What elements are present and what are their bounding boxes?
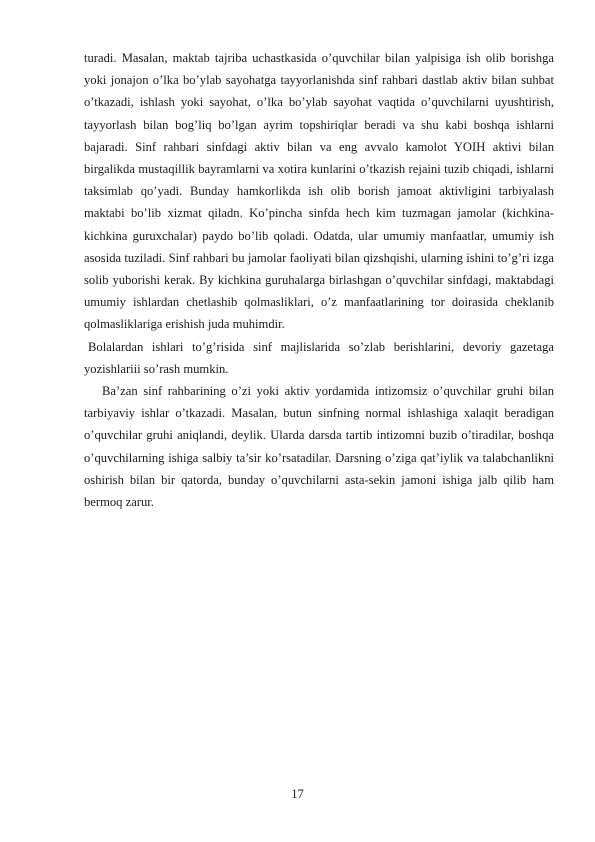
paragraph-3: Ba’zan sinf rahbarining o’zi yoki aktiv yordamida intizomsiz o’quvchilar gruhi bilan tarbiyaviy ishlar o’tkazadi. Masalan, butun sinfning normal ishlashiga xalaqit beradigan o’quvchilar gruhi aniqlandi, deylik. Ularda darsda tartib intizomni buzib o’tiradilar, boshqa o’quvchilarning ishiga salbiy ta’sir ko’rsatadilar. Darsning o’ziga qat’iylik va talabchanlikni oshirish bilan bir qatorda, bunday o’quvchilarni asta-sekin jamoni ishiga jalb qilib ham bermoq zarur. — [84, 384, 554, 510]
page-number: 17 — [291, 787, 304, 801]
body-text — [84, 47, 554, 513]
paragraph-1: turadi. Masalan, maktab tajriba uchastkasida o’quvchilar bilan yalpisiga ish olib borishga yoki jonajon o’lka bo’ylab sayohatga tayyorlanishda sinf rahbari dastlab aktiv bilan suhbat o’tkazadi, ishlash yoki sayohat, o’lka bo’ylab sayohat vaqtida o’quvchilarni uyushtirish, tayyorlash bilan bog’liq bo’lgan ayrim topshiriqlar beradi va shu kabi boshqa ishlarni bajaradi. Sinf rahbari sinfdagi aktiv bilan va eng avvalo kamolot YOIH aktivi bilan birgalikda mustaqillik bayramlarni va xotira kunlarini o’tkazish rejaini tuzib chiqadi, ishlarni taksimlab qo’yadi. Bunday hamkorlikda ish olib borish jamoat aktivligini tarbiyalash maktabi bo’lib xizmat qiladn. Ko’pincha sinfda hech kim tuzmagan jamolar (kichkina-kichkina guruxchalar) paydo bo’lib qoladi. Odatda, ular umumiy manfaatlar, umumiy ish asosida tuziladi. Sinf rahbari bu jamolar faoliyati bilan qizshqishi, ularning ishini to’g’ri izga solib yuborishi kerak. By kichkina guruhalarga birlashgan o’quvchilar sinfdagi, maktabdagi umumiy ishlardan chetlashib qolmasliklari, o’z manfaatlarining tor doirasida cheklanib qolmasliklariga erishish juda muhimdir. — [84, 51, 554, 332]
paragraph-2: Bolalardan ishlari to’g’risida sinf majlislarida so’zlab berishlarini, devoriy gazetaga yozishlariii so’rash mumkin. — [84, 339, 554, 376]
